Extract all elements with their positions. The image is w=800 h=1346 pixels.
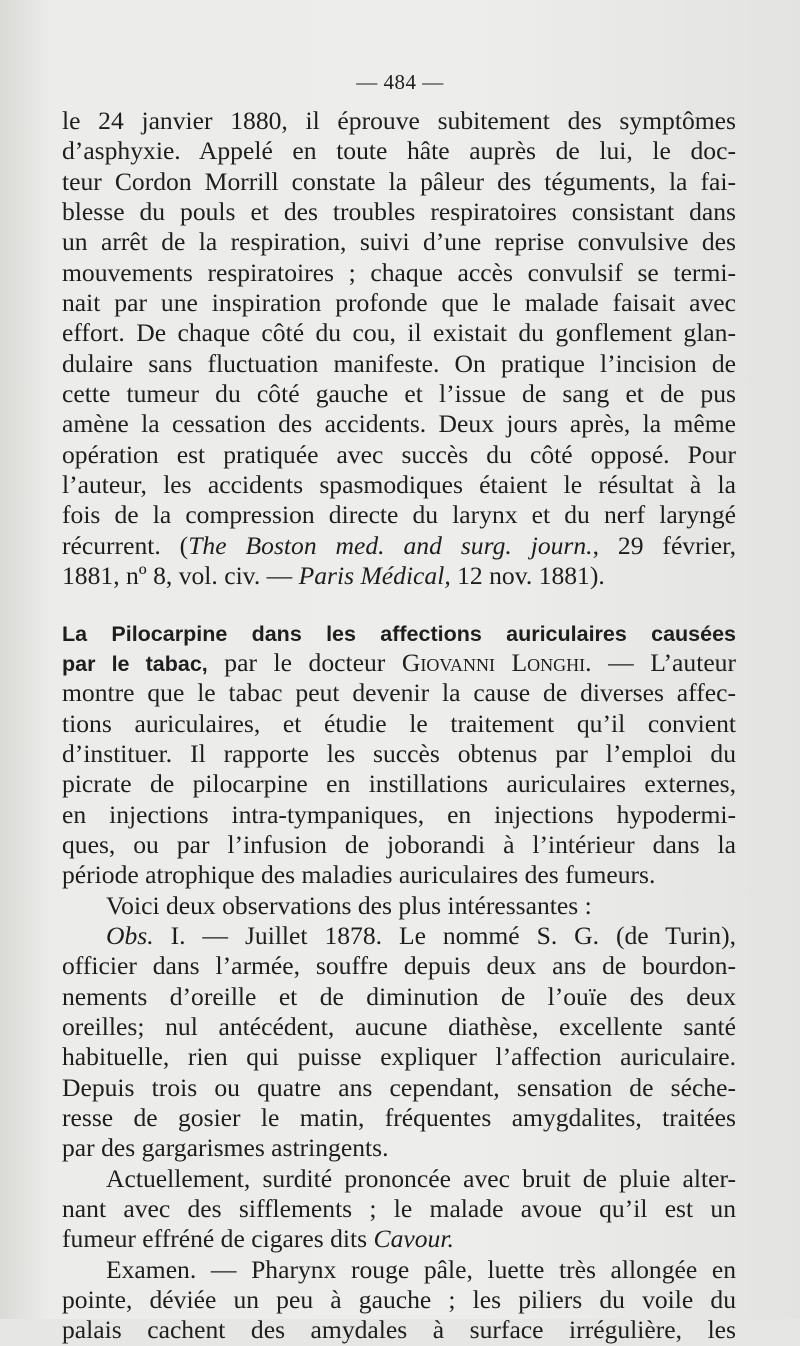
text-line [62, 1103, 736, 1133]
text-line [62, 1073, 736, 1103]
text-line [62, 227, 736, 257]
line-text: nements d’oreille et de diminution de l’ouïe des deux [62, 981, 736, 1011]
line-text: habituelle, rien qui puisse expliquer l’affection auriculaire. [62, 1042, 736, 1072]
text-line [62, 531, 736, 561]
italic-citation: Cavour. [373, 1224, 454, 1254]
line-text: Depuis trois ou quatre ans cependant, sensation de séche- [62, 1072, 736, 1102]
text-line [62, 800, 736, 830]
line-text: d’asphyxie. Appelé en toute hâte auprès de lui, le doc- [62, 136, 736, 166]
line-text: période atrophique des maladies auriculaires des fumeurs. [62, 860, 656, 890]
line-text: tions auriculaires, et étudie le traitement qu’il convient [62, 708, 736, 738]
text-line [62, 739, 736, 769]
line-text: un arrêt de la respiration, suivi d’une reprise convulsive des [62, 227, 736, 257]
article-headline: La Pilocarpine dans les affections auriculaires causées [62, 621, 736, 646]
line-text: blesse du pouls et des troubles respiratoires consistant dans [62, 197, 736, 227]
line-text: amène la cessation des accidents. Deux jours après, la même [62, 409, 736, 439]
italic-citation: Obs. [106, 920, 154, 950]
italic-citation: Paris Médical, [298, 561, 451, 591]
line-text: 12 nov. 1881). [450, 561, 605, 591]
text-line [62, 1164, 736, 1194]
text-line [62, 648, 736, 678]
text-line [62, 167, 736, 197]
text-line [62, 409, 736, 439]
text-line [62, 349, 736, 379]
line-text: Voici deux observations des plus intéressantes : [106, 890, 592, 920]
line-text: fois de la compression directe du larynx et du nerf laryngé [62, 500, 736, 530]
text-line [62, 860, 736, 890]
text-line [62, 258, 736, 288]
paragraph [62, 618, 736, 1346]
line-text: effort. De chaque côté du cou, il existait du gonflement glan- [62, 318, 736, 348]
line-text: , 29 février, [592, 530, 736, 560]
line-text: cette tumeur du côté gauche et l’issue de sang et de pus [62, 379, 736, 409]
line-text: l’auteur, les accidents spasmodiques étaient le résultat à la [62, 470, 736, 500]
line-text: officier dans l’armée, souffre depuis deux ans de bourdon- [62, 951, 736, 981]
line-text: par le docteur [207, 647, 402, 677]
line-text: mouvements respiratoires ; chaque accès convulsif se termi- [62, 257, 736, 287]
text-line [62, 1315, 736, 1345]
line-text: teur Cordon Morrill constate la pâleur des téguments, la fai- [62, 166, 736, 196]
text-line [62, 318, 736, 348]
line-text: nant avec des sifflements ; le malade avoue qu’il est un [62, 1194, 736, 1224]
text-line [62, 1255, 736, 1285]
text-line [62, 921, 736, 951]
paragraph [62, 106, 736, 592]
line-text: I. — Juillet 1878. Le nommé S. G. (de Turin), [153, 920, 736, 950]
line-text: récurrent. ( [62, 530, 189, 560]
line-text: le 24 janvier 1880, il éprouve subitement des symptômes [62, 106, 736, 135]
author-name: Giovanni Longhi [401, 647, 586, 677]
text-line [62, 982, 736, 1012]
text-line [62, 1224, 736, 1254]
line-text: Examen. — Pharynx rouge pâle, luette très allongée en [106, 1254, 736, 1284]
text-line [62, 470, 736, 500]
text-line [62, 1194, 736, 1224]
text-line [62, 288, 736, 318]
page-number: — 484 — [356, 70, 444, 94]
text-line [62, 500, 736, 530]
text-line [62, 1133, 736, 1163]
text-line [62, 678, 736, 708]
text-line [62, 1012, 736, 1042]
text-line [62, 106, 736, 136]
text-line [62, 379, 736, 409]
line-text: palais cachent des amydales à surface irrégulière, les [62, 1315, 736, 1345]
line-text: oreilles; nul antécédent, aucune diathèse, excellente santé [62, 1011, 736, 1041]
line-text: fumeur effréné de cigares dits [62, 1224, 374, 1254]
text-line [62, 1042, 736, 1072]
line-text: picrate de pilocarpine en instillations auriculaires externes, [62, 769, 736, 799]
line-text: pointe, déviée un peu à gauche ; les piliers du voile du [62, 1285, 736, 1315]
text-line [62, 197, 736, 227]
line-text: d’instituer. Il rapporte les succès obtenus par l’emploi du [62, 738, 736, 768]
text-line [62, 769, 736, 799]
line-text: par des gargarismes astringents. [62, 1133, 389, 1163]
text-line [62, 618, 736, 648]
line-text: 1881, nº 8, vol. civ. — [62, 561, 299, 591]
line-text: ques, ou par l’infusion de joborandi à l’intérieur dans la [62, 829, 736, 859]
line-text: en injections intra-tympaniques, en injections hypodermi- [62, 799, 736, 829]
text-line [62, 440, 736, 470]
text-column [62, 106, 736, 1346]
line-text: dulaire sans fluctuation manifeste. On pratique l’incision de [62, 348, 736, 378]
line-text: montre que le tabac peut devenir la cause de diverses affec- [62, 678, 736, 708]
line-text: opération est pratiquée avec succès du côté opposé. Pour [62, 439, 736, 469]
text-line [62, 1285, 736, 1315]
italic-citation: The Boston med. and surg. journ. [188, 530, 593, 560]
text-line [62, 709, 736, 739]
line-text: resse de gosier le matin, fréquentes amygdalites, traitées [62, 1103, 736, 1132]
line-text: . — L’auteur [585, 647, 737, 677]
text-line [62, 951, 736, 981]
line-text: Actuellement, surdité prononcée avec bruit de pluie alter- [106, 1163, 736, 1193]
text-line [62, 830, 736, 860]
paragraph-gap [62, 592, 736, 618]
line-text: nait par une inspiration profonde que le malade faisait avec [62, 288, 736, 318]
article-headline: par le tabac, [62, 651, 208, 676]
text-line [62, 891, 736, 921]
text-line [62, 561, 736, 591]
text-line [62, 136, 736, 166]
